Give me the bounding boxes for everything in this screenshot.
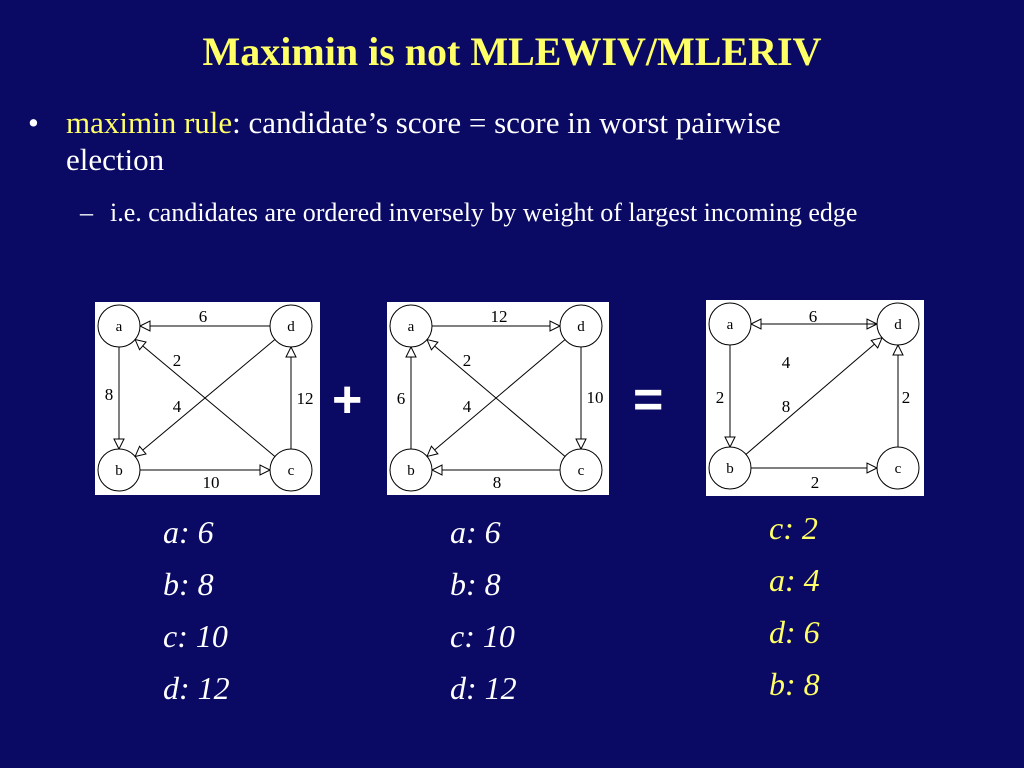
- arrow-d-a-icon: [140, 321, 150, 331]
- edge-weight-a-b: 2: [715, 388, 725, 407]
- arrow-a-b-icon: [114, 439, 124, 449]
- bullet-rest: : candidate’s score = score in worst pairwise election: [66, 105, 781, 177]
- sub-bullet-marker: –: [80, 198, 93, 227]
- edge-weight-b-c: 10: [202, 473, 220, 492]
- arrow-b-a-icon: [406, 347, 416, 357]
- bullet-highlight: maximin rule: [66, 105, 233, 140]
- edge-weight-b-c: 2: [810, 473, 820, 492]
- arrow-d-c-icon: [576, 439, 586, 449]
- node-label-d: d: [577, 319, 585, 335]
- edge-weight-a-d: 6: [808, 307, 818, 326]
- score-entry: b: 8: [769, 666, 820, 702]
- node-label-d: d: [894, 317, 902, 333]
- score-entry: c: 2: [769, 510, 818, 546]
- arrow-c-a-icon: [135, 339, 146, 349]
- bullet-text: [66, 104, 878, 178]
- arrow-c-d-icon: [286, 347, 296, 357]
- score-entry: d: 12: [450, 670, 517, 706]
- scores-sum: [769, 502, 820, 710]
- score-entry: a: 4: [769, 562, 820, 598]
- edge-weight-a-b: 8: [104, 385, 114, 404]
- arrow-a-b-icon: [725, 437, 735, 447]
- edge-weight-d-b: 4: [462, 397, 472, 416]
- node-label-b: b: [115, 463, 123, 479]
- scores-profile-2: [450, 506, 517, 714]
- equals-operator: =: [633, 371, 664, 429]
- slide-title: Maximin is not MLEWIV/MLERIV: [202, 29, 822, 74]
- node-label-b: b: [726, 461, 734, 477]
- arrow-d-b-icon: [135, 446, 146, 456]
- edge-weight-c-d: 2: [901, 388, 911, 407]
- node-label-a: a: [726, 317, 734, 333]
- edge-weight-a-d: 12: [490, 307, 508, 326]
- sub-bullet-text: i.e. candidates are ordered inversely by weight of largest incoming edge: [110, 198, 858, 227]
- arrow-c-a-icon: [427, 340, 438, 350]
- node-label-d: d: [287, 319, 295, 335]
- score-entry: b: 8: [163, 566, 214, 602]
- edge-weight-c-a: 2: [172, 351, 182, 370]
- edge-weight-b-a: 6: [396, 389, 406, 408]
- graph-sum: [706, 300, 924, 496]
- node-label-a: a: [115, 319, 123, 335]
- score-entry: c: 10: [450, 618, 515, 654]
- arrow-d-b-icon: [427, 446, 438, 456]
- edge-weight-d-c: 10: [586, 388, 604, 407]
- score-entry: a: 6: [163, 514, 214, 550]
- score-entry: b: 8: [450, 566, 501, 602]
- scores-profile-1: [163, 506, 230, 714]
- score-entry: d: 12: [163, 670, 230, 706]
- arrow-b-d-icon: [871, 338, 882, 348]
- node-label-a: a: [407, 319, 415, 335]
- edge-weight-d-a: 6: [198, 307, 208, 326]
- edge-b-d: [746, 338, 882, 455]
- arrow-c-d-icon: [893, 345, 903, 355]
- graph-svg: [387, 302, 609, 495]
- edge-weight-c-b: 8: [492, 473, 502, 492]
- score-entry: c: 10: [163, 618, 228, 654]
- score-entry: a: 6: [450, 514, 501, 550]
- node-label-c: c: [577, 463, 585, 479]
- graph-svg: [706, 300, 924, 496]
- plus-operator: +: [332, 371, 363, 429]
- bullet-marker: •: [28, 105, 39, 140]
- node-label-c: c: [894, 461, 902, 477]
- arrow-a-d-icon: [550, 321, 560, 331]
- arrow-b-c-icon: [260, 465, 270, 475]
- sub-bullet: [80, 196, 900, 230]
- edge-weight-c-a: 2: [462, 351, 472, 370]
- arrow-c-b-icon: [432, 465, 442, 475]
- edge-weight-b-d: 8: [781, 397, 791, 416]
- graph-svg: [95, 302, 320, 495]
- node-label-c: c: [287, 463, 295, 479]
- edge-weight-d-a: 4: [781, 353, 791, 372]
- edge-weight-d-b: 4: [172, 397, 182, 416]
- graph-profile-1: [95, 302, 320, 495]
- arrow-d-a-icon: [751, 319, 761, 329]
- edge-weight-c-d: 12: [296, 389, 314, 408]
- score-entry: d: 6: [769, 614, 820, 650]
- graph-profile-2: [387, 302, 609, 495]
- arrow-b-c-icon: [867, 463, 877, 473]
- main-bullet: [28, 104, 878, 178]
- node-label-b: b: [407, 463, 415, 479]
